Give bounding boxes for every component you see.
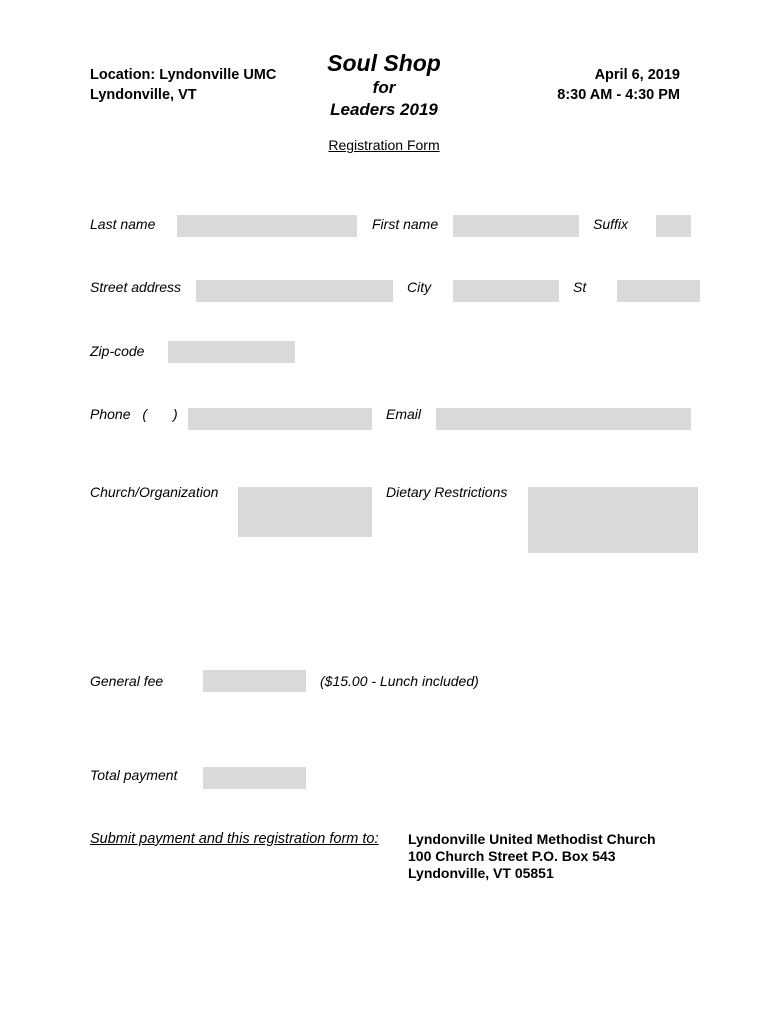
title-line2: for bbox=[372, 78, 396, 97]
address-line3: Lyndonville, VT 05851 bbox=[408, 865, 554, 881]
last-name-label: Last name bbox=[90, 216, 156, 232]
phone-field[interactable] bbox=[188, 408, 372, 430]
suffix-field[interactable] bbox=[656, 215, 691, 237]
location-block bbox=[90, 65, 276, 105]
church-field[interactable] bbox=[238, 487, 372, 537]
phone-open-paren: ( bbox=[142, 406, 148, 422]
street-address-label: Street address bbox=[90, 279, 182, 295]
total-payment-label: Total payment bbox=[90, 767, 178, 783]
last-name-field[interactable] bbox=[177, 215, 357, 237]
location-line: Location: Lyndonville UMC bbox=[90, 67, 277, 83]
mailing-address bbox=[408, 831, 656, 882]
phone-label-text: Phone bbox=[90, 406, 131, 422]
event-date: April 6, 2019 bbox=[594, 67, 680, 83]
first-name-field[interactable] bbox=[453, 215, 579, 237]
page-title bbox=[284, 50, 484, 121]
email-field[interactable] bbox=[436, 408, 691, 430]
address-line1: Lyndonville United Methodist Church bbox=[408, 831, 656, 847]
form-subtitle: Registration Form bbox=[328, 137, 440, 153]
event-time: 8:30 AM - 4:30 PM bbox=[557, 87, 680, 103]
email-label: Email bbox=[386, 406, 422, 422]
location-city: Lyndonville, VT bbox=[90, 87, 197, 103]
zip-code-field[interactable] bbox=[168, 341, 295, 363]
total-payment-field[interactable] bbox=[203, 767, 306, 789]
general-fee-note: ($15.00 - Lunch included) bbox=[320, 673, 479, 689]
zip-code-label: Zip-code bbox=[90, 343, 145, 359]
city-label: City bbox=[407, 279, 432, 295]
address-line2: 100 Church Street P.O. Box 543 bbox=[408, 848, 616, 864]
state-label: St bbox=[573, 279, 587, 295]
title-line3: Leaders 2019 bbox=[330, 100, 438, 119]
church-label: Church/Organization bbox=[90, 484, 219, 500]
title-line1: Soul Shop bbox=[327, 50, 441, 76]
general-fee-field[interactable] bbox=[203, 670, 306, 692]
first-name-label: First name bbox=[372, 216, 439, 232]
suffix-label: Suffix bbox=[593, 216, 629, 232]
submit-instructions: Submit payment and this registration form to: bbox=[90, 831, 379, 847]
street-address-field[interactable] bbox=[196, 280, 393, 302]
phone-close-paren: ) bbox=[172, 406, 178, 422]
state-field[interactable] bbox=[617, 280, 700, 302]
general-fee-label: General fee bbox=[90, 673, 164, 689]
dietary-label: Dietary Restrictions bbox=[386, 484, 508, 500]
dietary-field[interactable] bbox=[528, 487, 698, 553]
phone-label bbox=[90, 405, 178, 423]
event-datetime bbox=[557, 65, 680, 105]
city-field[interactable] bbox=[453, 280, 559, 302]
